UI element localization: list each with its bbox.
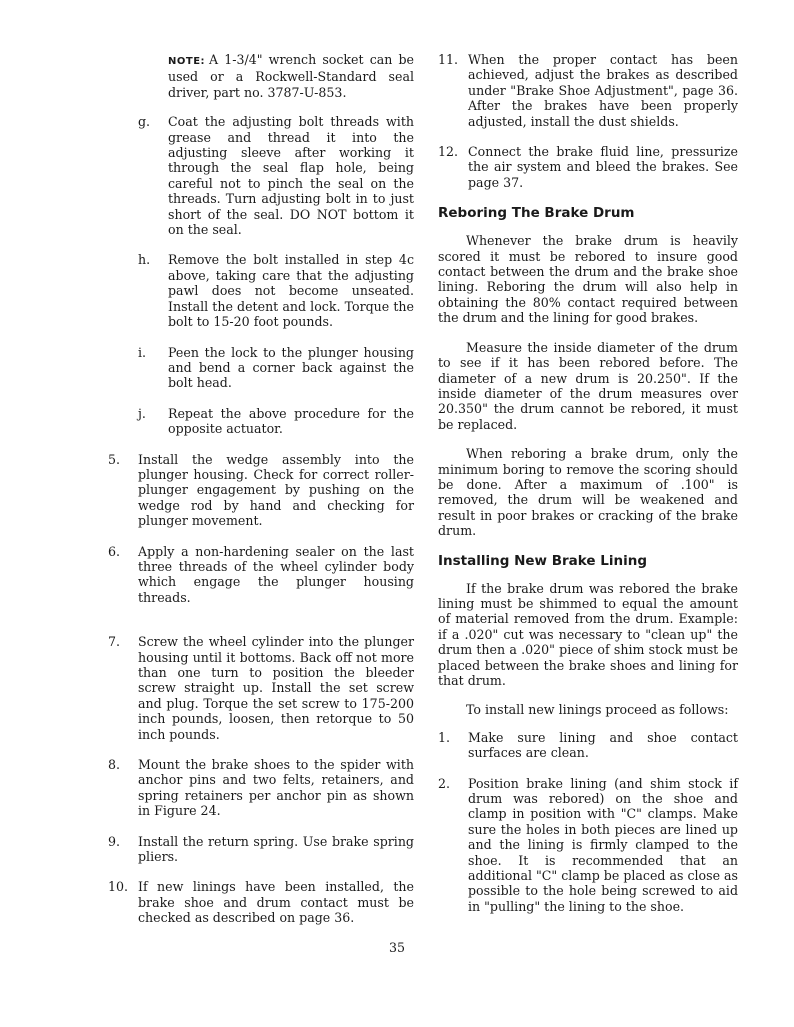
step-6: [108, 544, 414, 606]
section-heading-reboring: Reboring The Brake Drum: [438, 205, 635, 222]
step-label: h.: [138, 252, 151, 268]
note-text: A 1-3/4" wrench socket can be used or a Rockwell-Standard seal driver, part no. 3787-U-853.: [168, 52, 414, 100]
step-label: 1.: [438, 729, 451, 745]
step-text: Peen the lock to the plunger housing and bend a corner back against the bolt head.: [168, 344, 414, 391]
step-label: 6.: [108, 543, 121, 559]
step-label: 5.: [108, 451, 121, 467]
step-text: If new linings have been installed, the brake shoe and drum contact must be checked as described on page 36.: [138, 879, 414, 926]
step-8: [108, 757, 414, 819]
step-7: [108, 634, 414, 742]
note: [168, 52, 414, 100]
page-number: 35: [388, 940, 406, 955]
step-label: i.: [138, 344, 147, 360]
step-5: [108, 452, 414, 529]
spacer: [108, 620, 414, 634]
paragraph: When reboring a brake drum, only the minimum boring to remove the scoring should be done. After a maximum of .100" is removed, the drum will be weakened and result in poor brakes or cracking of the brake drum.: [438, 446, 738, 539]
step-label: 10.: [108, 879, 129, 895]
right-column: [438, 52, 738, 929]
step-text: Apply a non-hardening sealer on the last three threads of the wheel cylinder body which engage the plunger housing threads.: [138, 543, 414, 605]
step-text: When the proper contact has been achieved, adjust the brakes as described under "Brake Shoe Adjustment", page 36. After the brakes have been properly adjusted, install the dust shields.: [468, 52, 738, 129]
step-text: Install the return spring. Use brake spring pliers.: [138, 833, 414, 865]
step-text: Connect the brake fluid line, pressurize the air system and bleed the brakes. See page 37.: [468, 144, 738, 190]
step-label: 11.: [438, 52, 459, 67]
step-text: Remove the bolt installed in step 4c above, taking care that the adjusting pawl does not become unseated. Install the detent and lock. Torque the bolt to 15-20 foot pounds.: [168, 252, 414, 330]
step-4j: [138, 406, 414, 437]
paragraph: If the brake drum was rebored the brake lining must be shimmed to equal the amount of material removed from the drum. Example: if a .020" cut was necessary to "clean up" the drum then a .020" piece of shim stock must be placed between the brake shoes and lining for that drum.: [438, 580, 738, 688]
step-10: [108, 879, 414, 925]
paragraph: Measure the inside diameter of the drum to see if it has been rebored before. The diameter of a new drum is 20.250". If the inside diameter of the drum measures over 20.350" the drum cannot be rebored, it must be replaced.: [438, 339, 738, 432]
step-label: 7.: [108, 634, 121, 650]
note-label: NOTE:: [168, 56, 206, 67]
step-label: j.: [138, 405, 146, 421]
step-label: g.: [138, 114, 151, 130]
left-column: [108, 52, 414, 941]
step-text: Mount the brake shoes to the spider with anchor pins and two felts, retainers, and spring retainers per anchor pin as shown in Figure 24.: [138, 757, 414, 819]
step-9: [108, 834, 414, 865]
step-12: [438, 144, 738, 190]
step-11: [438, 52, 738, 129]
lead-in: To install new linings proceed as follows:: [466, 702, 729, 718]
step-4h: [138, 252, 414, 329]
section-heading-lining: Installing New Brake Lining: [438, 552, 647, 569]
step-label: 2.: [438, 775, 451, 791]
step-text: Install the wedge assembly into the plunger housing. Check for correct roller-plunger engagement by pushing on the wedge rod by hand and checking for plunger movement.: [138, 451, 414, 529]
lining-step-2: [438, 776, 738, 915]
step-text: Make sure lining and shoe contact surfaces are clean.: [468, 729, 738, 761]
step-label: 9.: [108, 833, 121, 849]
step-text: Position brake lining (and shim stock if drum was rebored) on the shoe and clamp in position with "C" clamps. Make sure the holes in both pieces are lined up and the lining is firmly clamped to the shoe. It is recommended that an additional "C" clamp be placed as close as possible to the hole being screwed to aid in "pulling" the lining to the shoe.: [468, 775, 739, 914]
step-label: 12.: [438, 144, 459, 160]
step-text: Repeat the above procedure for the opposite actuator.: [168, 405, 414, 437]
step-text: Screw the wheel cylinder into the plunger housing until it bottoms. Back off not more than one turn to position the bleeder screw straight up. Install the set screw and plug. Torque the set screw to 175-200 inch pounds, loosen, then retorque to 50 inch pounds.: [138, 634, 414, 742]
paragraph: Whenever the brake drum is heavily scored it must be rebored to insure good contact between the drum and the brake shoe lining. Reboring the drum will also help in obtaining the 80% contact required between the drum and the lining for good brakes.: [438, 233, 738, 326]
step-label: 8.: [108, 757, 121, 773]
lining-step-1: [438, 730, 738, 761]
step-4g: [138, 114, 414, 237]
step-text: Coat the adjusting bolt threads with grease and thread it into the adjusting sleeve after working it through the seal flap hole, being careful not to pinch the seal on the threads. Turn adjusting bolt in to just short of the seal. DO NOT bottom it on the seal.: [168, 114, 414, 238]
step-4i: [138, 345, 414, 391]
